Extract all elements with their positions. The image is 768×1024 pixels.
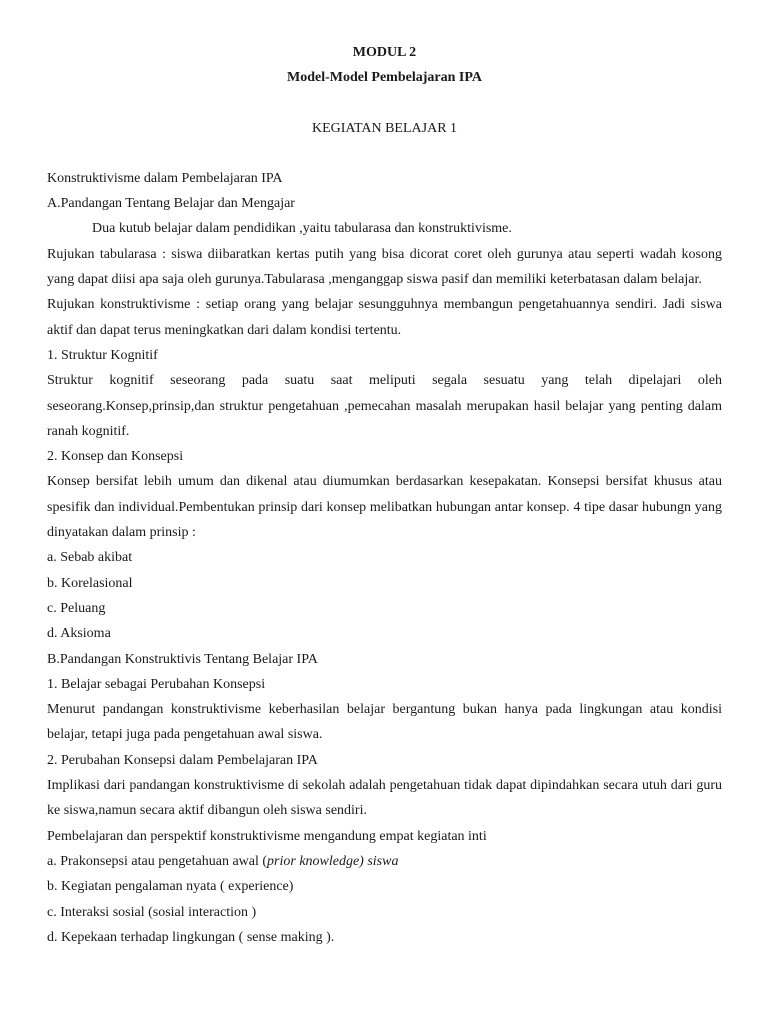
paragraph-implikasi: Implikasi dari pandangan konstruktivisme di sekolah adalah pengetahuan tidak dapat dipindahkan secara utuh dari guru ke siswa,namun secara aktif dibangun oleh siswa sendiri.: [47, 778, 722, 819]
struktur-heading: 1. Struktur Kognitif: [47, 347, 158, 363]
topic-heading: Konstruktivisme dalam Pembelajaran IPA: [47, 170, 283, 186]
paragraph-belajar: Menurut pandangan konstruktivisme keberhasilan belajar bergantung bukan hanya pada lingkungan atau kondisi belajar, tetapi juga pada pengetahuan awal siswa.: [47, 702, 722, 743]
paragraph-konstruktivisme: Rujukan konstruktivisme : setiap orang yang belajar sesungguhnya membangun pengetahuannya sendiri. Jadi siswa aktif dan dapat terus meningkatkan dari dalam kondisi tertentu.: [47, 297, 722, 338]
list-item: b. Korelasional: [47, 575, 133, 591]
list-item: d. Kepekaan terhadap lingkungan ( sense making ).: [47, 929, 335, 945]
konsep-heading: 2. Konsep dan Konsepsi: [47, 449, 184, 465]
perubahan-heading: 2. Perubahan Konsepsi dalam Pembelajaran IPA: [47, 752, 318, 768]
paragraph-konsep: Konsep bersifat lebih umum dan dikenal atau diumumkan berdasarkan kesepakatan. Konsepsi bersifat khusus atau spesifik dan individual.Pembentukan prinsip dari konsep melibatkan hubungan antar konsep. 4 tipe dasar hubungn yang dinyatakan dalam prinsip :: [47, 474, 722, 541]
spacer: [47, 141, 722, 166]
paragraph-tabularasa: Rujukan tabularasa : siswa diibaratkan kertas putih yang bisa dicorat coret oleh gurunya atau seperti wadah kosong yang dapat diisi apa saja oleh gurunya.Tabularasa ,menganggap siswa pasif dan memiliki keterbatasan dalam belajar.: [47, 246, 722, 288]
list-item: c. Interaksi sosial (sosial interaction ): [47, 904, 257, 920]
spacer: [47, 91, 722, 116]
list-item: d. Aksioma: [47, 626, 111, 642]
paragraph-struktur: Struktur kognitif seseorang pada suatu saat meliputi segala sesuatu yang telah dipelajari oleh seseorang.Konsep,prinsip,dan struktur pengetahuan ,pemecahan masalah merupakan hasil belajar yang penting dalam ranah kognitif.: [47, 373, 722, 439]
belajar-heading: 1. Belajar sebagai Perubahan Konsepsi: [47, 676, 266, 692]
list-item: a. Sebab akibat: [47, 550, 133, 566]
module-number: MODUL 2: [352, 45, 417, 60]
section-b-heading: B.Pandangan Konstruktivis Tentang Belajar IPA: [47, 651, 318, 667]
list-item: c. Peluang: [47, 600, 106, 616]
section-a-heading: A.Pandangan Tentang Belajar dan Mengajar: [47, 196, 295, 212]
list-item-text: a. Prakonsepsi atau pengetahuan awal (: [47, 853, 268, 869]
module-title: Model-Model Pembelajaran IPA: [287, 70, 482, 86]
list-item: [47, 849, 722, 874]
list-item: b. Kegiatan pengalaman nyata ( experience): [47, 879, 294, 895]
list-item-italic: prior knowledge) siswa: [267, 853, 399, 869]
paragraph-empat-kegiatan: Pembelajaran dan perspektif konstruktivisme mengandung empat kegiatan inti: [47, 828, 487, 844]
paragraph-dua-kutub: Dua kutub belajar dalam pendidikan ,yaitu tabularasa dan konstruktivisme.: [92, 221, 512, 237]
document-page: [47, 40, 722, 950]
kegiatan-heading: KEGIATAN BELAJAR 1: [311, 120, 458, 136]
